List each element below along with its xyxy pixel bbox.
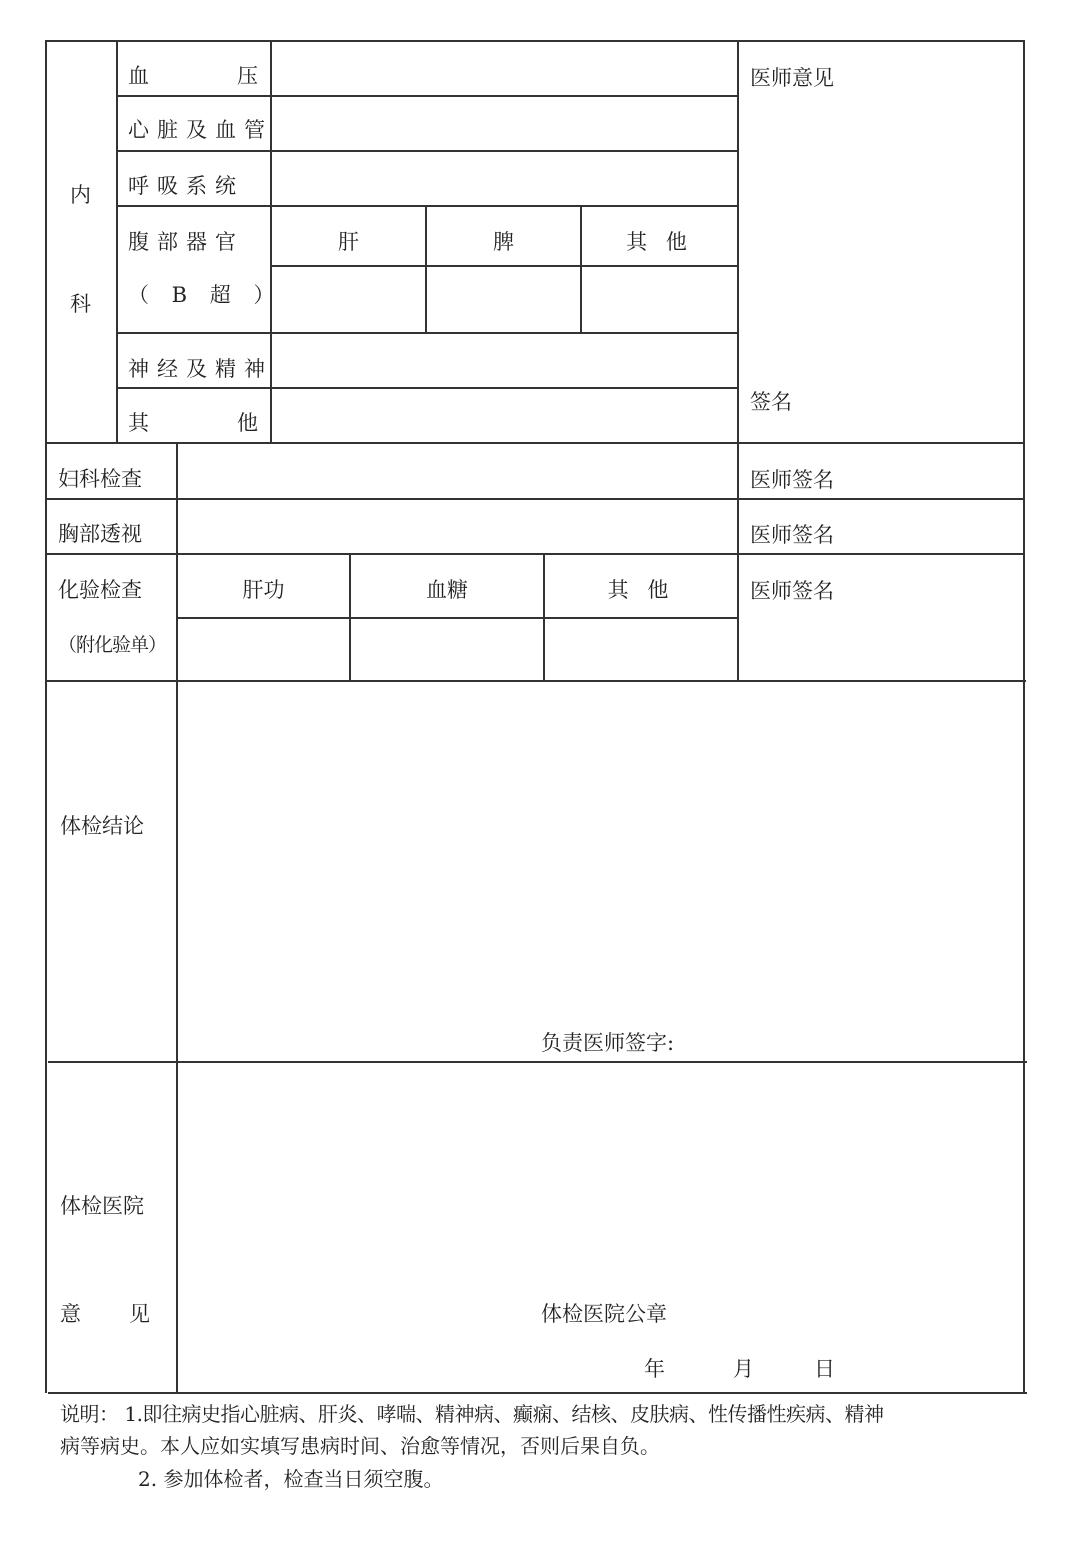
rule-abd <box>117 332 737 334</box>
chest-sign-label: 医师签名 <box>750 523 834 547</box>
row-label-nerve: 神经及精神 <box>128 357 273 381</box>
note-line-3: 2. 参加体检者，检查当日须空腹。 <box>138 1467 444 1491</box>
lab-sub-label: （附化验单） <box>58 634 167 656</box>
lab-sign-label: 医师签名 <box>750 579 834 603</box>
date-year-label: 年 <box>644 1357 665 1381</box>
lab-header-blood-sugar: 血糖 <box>426 578 468 602</box>
div-doctor-col <box>737 40 739 681</box>
row-label-bp-char-1: 血 <box>128 64 149 88</box>
rule-lab <box>47 680 1026 682</box>
row-label-blood-pressure <box>128 64 258 88</box>
hospital-opinion-label <box>60 1302 150 1326</box>
rule-bp <box>117 95 737 97</box>
hospital-label: 体检医院 <box>60 1194 144 1218</box>
row-label-bp-char-2: 压 <box>237 64 258 88</box>
abdomen-header-other: 其 他 <box>626 230 693 254</box>
lab-header-liver-function: 肝功 <box>242 578 285 602</box>
rule-internal-bottom <box>45 442 1025 444</box>
row-label-heart: 心脏及血管 <box>128 118 273 142</box>
lab-header-other: 其 他 <box>607 578 675 602</box>
div-lab-1 <box>349 553 351 681</box>
conclusion-sign-label: 负责医师签字: <box>541 1031 675 1055</box>
border-left <box>45 40 47 1393</box>
rule-gyn <box>46 498 1025 500</box>
rule-conclusion <box>48 1061 1027 1063</box>
row-label-other <box>128 411 258 435</box>
div-abd-1 <box>425 205 427 333</box>
gyn-sign-label: 医师签名 <box>750 468 834 492</box>
rule-resp <box>117 205 737 207</box>
rule-nerve <box>117 387 737 389</box>
internal-label-2: 科 <box>70 292 91 316</box>
note-line-2: 病等病史。本人应如实填写患病时间、治愈等情况，否则后果自负。 <box>60 1434 660 1458</box>
border-right <box>1023 40 1025 1393</box>
row-label-other-char-1: 其 <box>128 411 149 435</box>
hospital-opinion-char-1: 意 <box>60 1302 81 1326</box>
div-abd-2 <box>580 205 582 333</box>
rule-heart <box>117 150 737 152</box>
gyn-label: 妇科检查 <box>58 467 142 491</box>
row-label-abdomen-sub: （ B 超 ） <box>128 283 283 307</box>
rule-lab-header <box>176 617 738 619</box>
doctor-opinion-label: 医师意见 <box>750 66 834 90</box>
date-month-label: 月 <box>733 1357 754 1381</box>
rule-chest <box>46 553 1025 555</box>
hospital-seal-label: 体检医院公章 <box>541 1302 667 1326</box>
chest-label: 胸部透视 <box>58 522 142 546</box>
internal-label-1: 内 <box>70 183 91 207</box>
conclusion-label: 体检结论 <box>60 814 144 838</box>
border-bottom <box>48 1392 1027 1394</box>
row-label-other-char-2: 他 <box>237 411 258 435</box>
row-label-abdomen: 腹部器官 <box>128 230 244 254</box>
abdomen-header-spleen: 脾 <box>493 230 514 254</box>
abdomen-header-liver: 肝 <box>338 230 359 254</box>
note-line-1: 说明： 1.即往病史指心脏病、肝炎、哮喘、精神病、癫痫、结核、皮肤病、性传播性疾病、精神 <box>60 1402 884 1426</box>
lab-label: 化验检查 <box>58 578 142 602</box>
row-label-respiratory: 呼吸系统 <box>128 174 244 198</box>
div-internal-label <box>116 40 118 443</box>
rule-abd-header <box>271 265 737 267</box>
date-day-label: 日 <box>814 1357 835 1381</box>
div-lab-2 <box>543 553 545 681</box>
border-top <box>45 40 1023 42</box>
internal-signature-label: 签名 <box>750 390 792 414</box>
hospital-opinion-char-2: 见 <box>129 1302 150 1326</box>
